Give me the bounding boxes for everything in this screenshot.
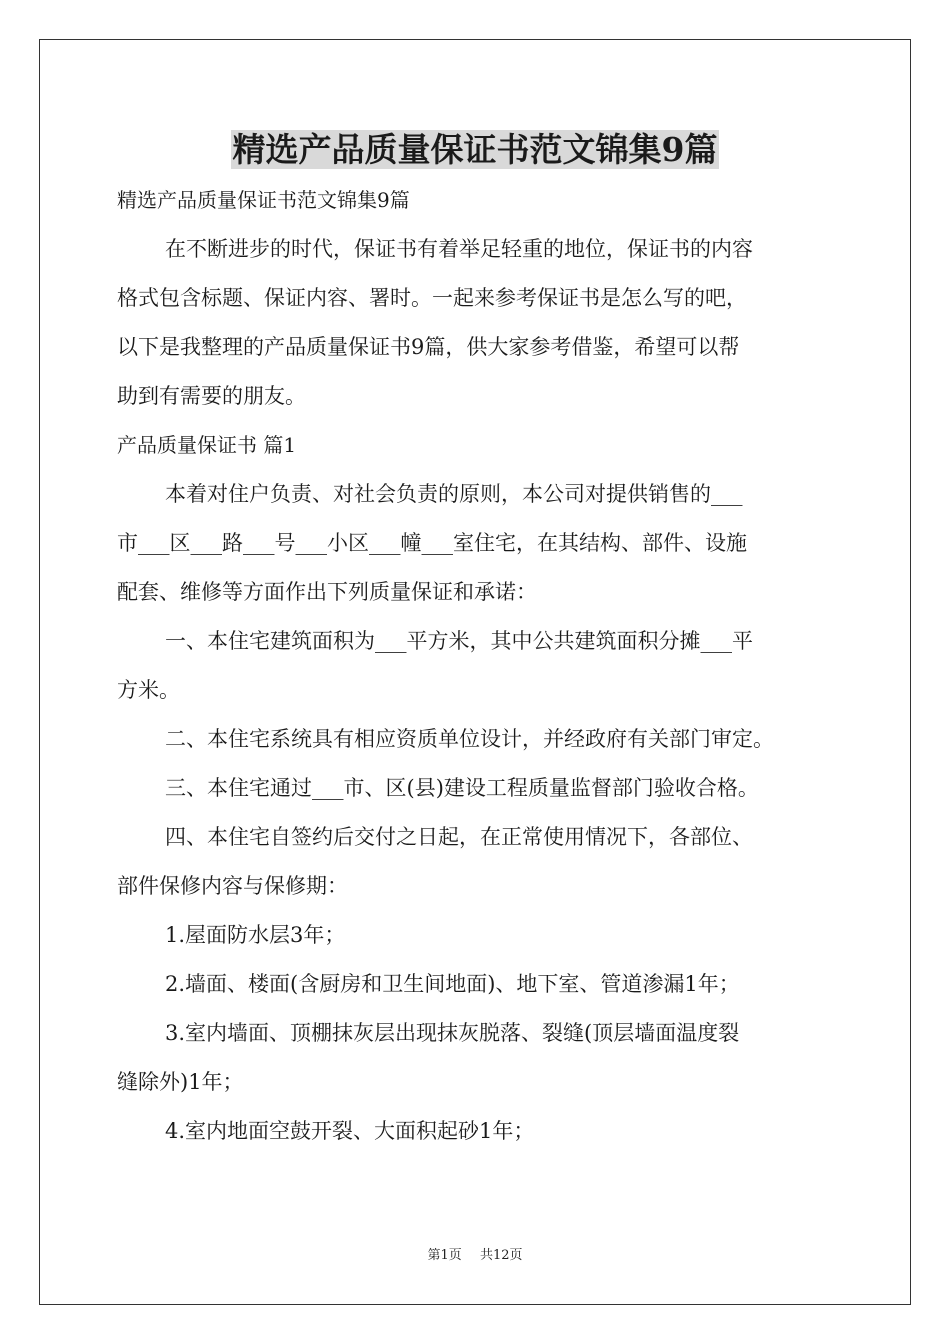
- intro-line: 在不断进步的时代，保证书有着举足轻重的地位，保证书的内容: [165, 237, 753, 261]
- clause-line: 部件保修内容与保修期：: [117, 874, 348, 898]
- clause-line: 一、本住宅建筑面积为___平方米，其中公共建筑面积分摊___平: [165, 629, 753, 653]
- clause-line: 四、本住宅自签约后交付之日起，在正常使用情况下，各部位、: [165, 825, 753, 849]
- intro-line: 助到有需要的朋友。: [117, 384, 306, 408]
- clause-line: 方米。: [117, 678, 180, 702]
- document-title: 精选产品质量保证书范文锦集9篇: [232, 130, 718, 169]
- page-count: 共12页: [479, 1248, 523, 1263]
- intro-line: 格式包含标题、保证内容、署时。一起来参考保证书是怎么写的吧，: [117, 286, 747, 310]
- page-footer: [0, 1246, 950, 1266]
- warranty-item: 2.墙面、楼面(含厨房和卫生间地面)、地下室、管道渗漏1年；: [165, 972, 740, 996]
- warranty-item: 缝除外)1年；: [117, 1070, 244, 1094]
- page-number: 第1页: [427, 1248, 462, 1263]
- document-body: [117, 176, 837, 1156]
- body-line: 市___区___路___号___小区___幢___室住宅，在其结构、部件、设施: [117, 531, 747, 555]
- clause-line: 二、本住宅系统具有相应资质单位设计，并经政府有关部门审定。: [165, 727, 774, 751]
- body-line: 配套、维修等方面作出下列质量保证和承诺：: [117, 580, 537, 604]
- body-line: 本着对住户负责、对社会负责的原则，本公司对提供销售的___: [165, 482, 743, 506]
- warranty-item: 3.室内墙面、顶棚抹灰层出现抹灰脱落、裂缝(顶层墙面温度裂: [165, 1021, 740, 1045]
- subtitle-line: 精选产品质量保证书范文锦集9篇: [117, 188, 410, 212]
- section-heading: 产品质量保证书 篇1: [117, 433, 297, 457]
- warranty-item: 4.室内地面空鼓开裂、大面积起砂1年；: [165, 1119, 535, 1143]
- clause-line: 三、本住宅通过___市、区(县)建设工程质量监督部门验收合格。: [165, 776, 759, 800]
- warranty-item: 1.屋面防水层3年；: [165, 923, 346, 947]
- intro-line: 以下是我整理的产品质量保证书9篇，供大家参考借鉴，希望可以帮: [117, 335, 740, 359]
